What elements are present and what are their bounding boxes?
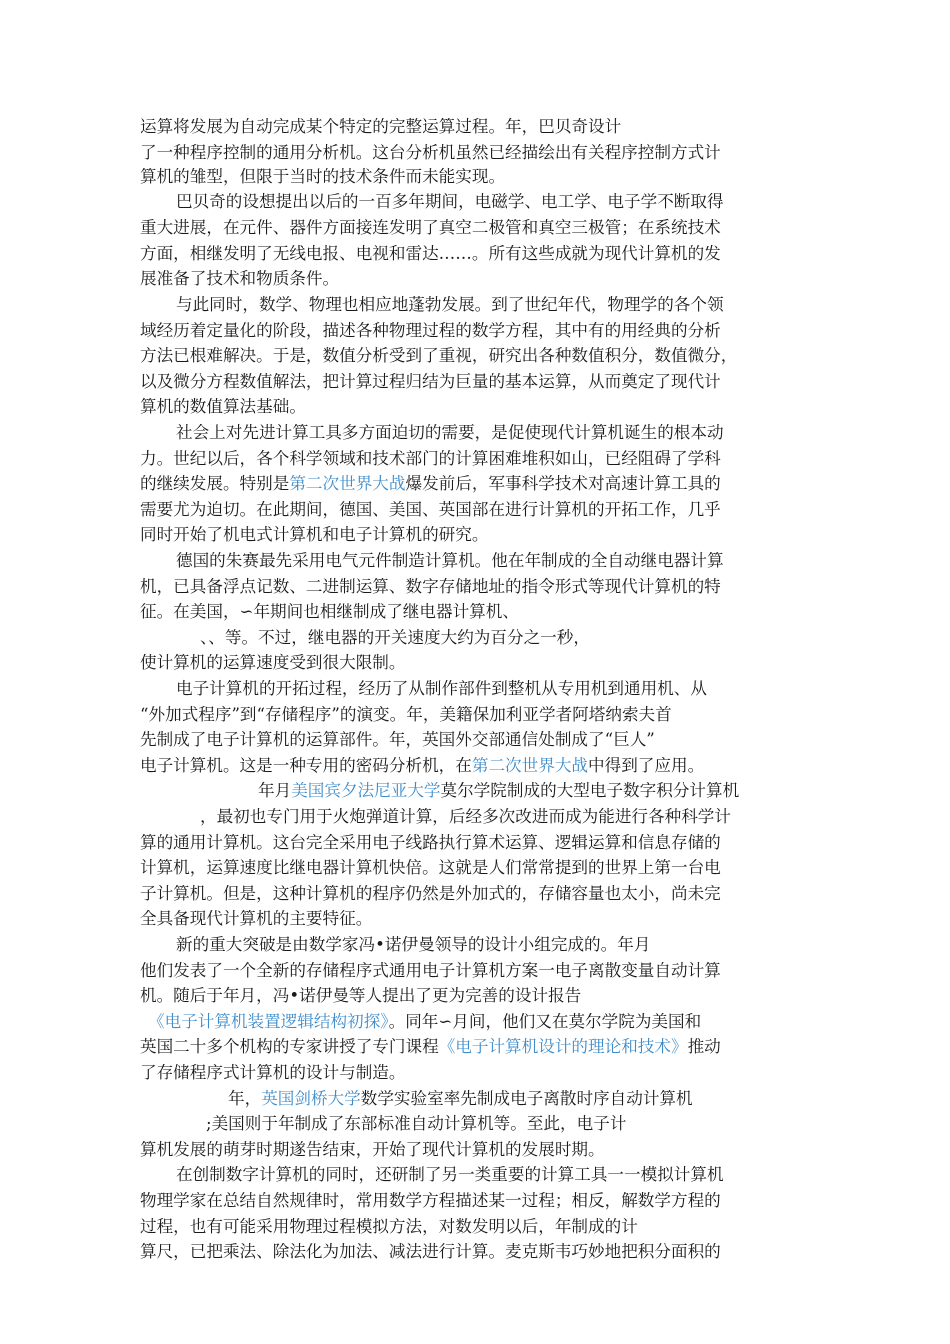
link-report-title[interactable]: 《电子计算机装置逻辑结构初探》: [148, 1012, 389, 1031]
text-line: 算尺，已把乘法、除法化为加法、减法进行计算。麦克斯韦巧妙地把积分面积的: [140, 1242, 721, 1261]
text-line: 的继续发展。特别是第二次世界大战爆发前后，军事科学技术对高速计算工具的: [140, 474, 721, 493]
link-wwii[interactable]: 第二次世界大战: [471, 756, 589, 775]
text-line: 子计算机。但是，这种计算机的程序仍然是外加式的，存储容量也太小，尚未完: [140, 884, 721, 903]
text-line: 机。随后于年月，冯•诺伊曼等人提出了更为完善的设计报告: [140, 986, 582, 1005]
link-upenn[interactable]: 美国宾夕法尼亚大学: [291, 781, 441, 800]
text-line: 了存储程序式计算机的设计与制造。: [140, 1063, 406, 1082]
text-line: 与此同时，数学、物理也相应地蓬勃发展。到了世纪年代，物理学的各个领: [176, 295, 724, 314]
text-line: 了一种程序控制的通用分析机。这台分析机虽然已经描绘出有关程序控制方式计: [140, 143, 721, 162]
text-line: 巴贝奇的设想提出以后的一百多年期间，电磁学、电工学、电子学不断取得: [176, 192, 724, 211]
text-line: 物理学家在总结自然规律时，常用数学方程描述某一过程；相反，解数学方程的: [140, 1191, 721, 1210]
text-line: ，最初也专门用于火炮弹道计算，后经多次改进而成为能进行各种科学计: [200, 807, 731, 826]
text-line: 重大进展，在元件、器件方面接连发明了真空二极管和真空三极管；在系统技术: [140, 218, 721, 237]
text-line: 算的通用计算机。这台完全采用电子线路执行算术运算、逻辑运算和信息存储的: [140, 833, 721, 852]
text-line: 电子计算机的开拓过程，经历了从制作部件到整机从专用机到通用机、从: [176, 679, 707, 698]
text-line: 过程，也有可能采用物理过程模拟方法，对数发明以后，年制成的计: [140, 1217, 638, 1236]
text-line: 德国的朱赛最先采用电气元件制造计算机。他在年制成的全自动继电器计算: [176, 551, 724, 570]
text-line: 使计算机的运算速度受到很大限制。: [140, 653, 406, 672]
text-line: 年，英国剑桥大学数学实验室率先制成电子离散时序自动计算机: [228, 1089, 693, 1108]
text-line: 算机的雏型，但限于当时的技术条件而未能实现。: [140, 167, 506, 186]
link-course-title[interactable]: 《电子计算机设计的理论和技术》: [438, 1037, 688, 1056]
text-line: 在创制数字计算机的同时，还研制了另一类重要的计算工具一一模拟计算机: [176, 1165, 724, 1184]
text-line: ;美国则于年制成了东部标准自动计算机等。至此，电子计: [206, 1114, 627, 1133]
text-line: 需要尤为迫切。在此期间，德国、美国、英国部在进行计算机的开拓工作，几乎: [140, 500, 721, 519]
text-line: 全具备现代计算机的主要特征。: [140, 909, 373, 928]
text-line: 同时开始了机电式计算机和电子计算机的研究。: [140, 525, 489, 544]
text-line: 征。在美国，∽年期间也相继制成了继电器计算机、: [140, 602, 519, 621]
text-line: 新的重大突破是由数学家冯•诺伊曼领导的设计小组完成的。年月: [176, 935, 651, 954]
text-line: 算机发展的萌芽时期遂告结束，开始了现代计算机的发展时期。: [140, 1140, 605, 1159]
text-line: 方法已根难解决。于是，数值分析受到了重视，研究出各种数值积分，数值微分，: [140, 346, 738, 365]
text-line: 社会上对先进计算工具多方面迫切的需要，是促使现代计算机诞生的根本动: [176, 423, 724, 442]
text-line: 电子计算机。这是一种专用的密码分析机，在第二次世界大战中得到了应用。: [140, 756, 705, 775]
text-line: 、、等。不过，继电器的开关速度大约为百分之一秒，: [200, 628, 590, 647]
text-line: 英国二十多个机构的专家讲授了专门课程《电子计算机设计的理论和技术》推动: [140, 1037, 721, 1056]
text-line: 机，已具备浮点记数、二进制运算、数字存储地址的指令形式等现代计算机的特: [140, 577, 721, 596]
text-line: 计算机，运算速度比继电器计算机快倍。这就是人们常常提到的世界上第一台电: [140, 858, 721, 877]
text-line: 他们发表了一个全新的存储程序式通用电子计算机方案一电子离散变量自动计算: [140, 961, 721, 980]
text-line: 展准备了技术和物质条件。: [140, 269, 340, 288]
link-cambridge[interactable]: 英国剑桥大学: [261, 1089, 361, 1108]
text-line: 《电子计算机装置逻辑结构初探》。同年∽月间，他们又在莫尔学院为美国和: [148, 1012, 702, 1031]
text-line: 运算将发展为自动完成某个特定的完整运算过程。年，巴贝奇设计: [140, 117, 622, 136]
text-line: 先制成了电子计算机的运算部件。年，英国外交部通信处制成了“巨人”: [140, 730, 655, 749]
text-line: 算机的数值算法基础。: [140, 397, 306, 416]
text-line: 年月美国宾夕法尼亚大学莫尔学院制成的大型电子数字积分计算机: [258, 781, 740, 800]
text-line: 域经历着定量化的阶段，描述各种物理过程的数学方程，其中有的用经典的分析: [140, 321, 721, 340]
text-line: 力。世纪以后，各个科学领域和技术部门的计算困难堆积如山，已经阻碍了学科: [140, 449, 721, 468]
text-line: 方面，相继发明了无线电报、电视和雷达……。所有这些成就为现代计算机的发: [140, 244, 721, 263]
text-line: 以及微分方程数值解法，把计算过程归结为巨量的基本运算，从而奠定了现代计: [140, 372, 721, 391]
link-wwii[interactable]: 第二次世界大战: [289, 474, 406, 493]
text-line: “外加式程序”到“存储程序”的演变。年，美籍保加利亚学者阿塔纳索夫首: [140, 705, 672, 724]
